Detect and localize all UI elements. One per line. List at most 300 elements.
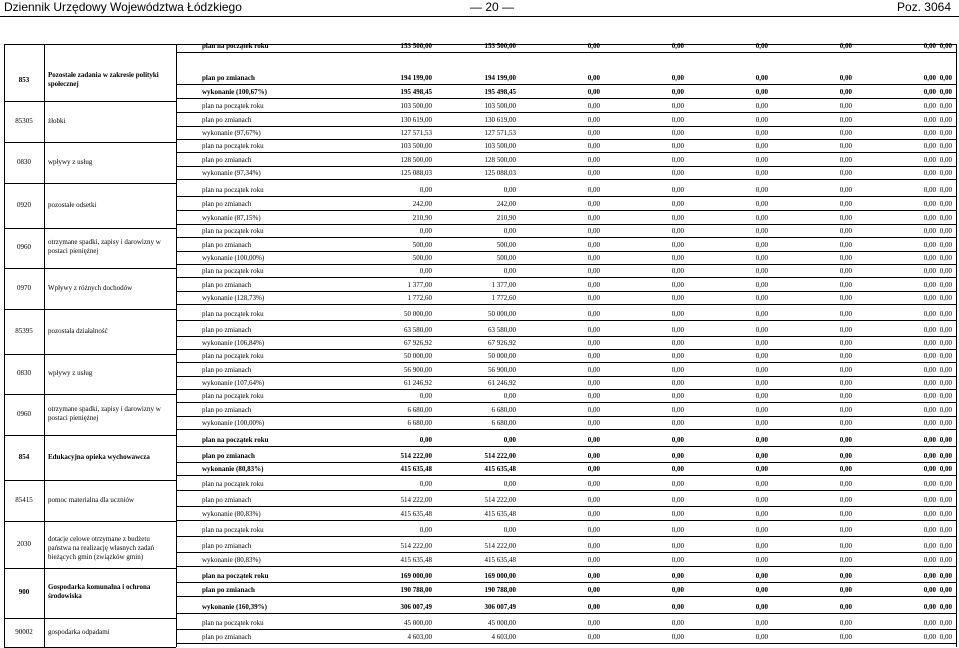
row-divider bbox=[176, 112, 956, 113]
section-name: otrzymane spadki, zapisy i darowizny w postaci pieniężnej bbox=[48, 404, 161, 422]
row-value: 6 680,00 bbox=[407, 406, 432, 414]
row-value: 514 222,00 bbox=[400, 496, 432, 504]
row-value: 190 788,00 bbox=[400, 586, 432, 594]
row-value: 0,00 bbox=[755, 465, 768, 473]
row-value: 0,00 bbox=[939, 74, 952, 82]
row-value: 0,00 bbox=[671, 510, 684, 518]
row-value: 0,00 bbox=[671, 572, 684, 580]
section-code: 900 bbox=[18, 588, 30, 596]
row-value: 0,00 bbox=[671, 465, 684, 473]
row-value: 0,00 bbox=[587, 406, 600, 414]
row-value: 242,00 bbox=[496, 200, 516, 208]
row-value: 0,00 bbox=[419, 392, 432, 400]
code-column-divider bbox=[44, 44, 45, 647]
row-value: 0,00 bbox=[755, 42, 768, 50]
row-value: 0,00 bbox=[839, 480, 852, 488]
row-value: 0,00 bbox=[923, 102, 936, 110]
row-value: 0,00 bbox=[839, 116, 852, 124]
row-value: 0,00 bbox=[755, 129, 768, 137]
row-label: plan po zmianach bbox=[202, 156, 252, 164]
row-value: 0,00 bbox=[755, 339, 768, 347]
row-value: 0,00 bbox=[755, 294, 768, 302]
row-value: 0,00 bbox=[923, 326, 936, 334]
row-value: 127 571,53 bbox=[484, 129, 516, 137]
row-value: 0,00 bbox=[587, 294, 600, 302]
row-value: 0,00 bbox=[671, 339, 684, 347]
row-divider bbox=[176, 613, 956, 614]
section-name: dotacje celowe otrzymane z budżetu państwa na realizację własnych zadań bieżących gmin (związków gmin) bbox=[48, 534, 155, 561]
row-value: 0,00 bbox=[755, 326, 768, 334]
row-value: 0,00 bbox=[503, 526, 516, 534]
row-value: 0,00 bbox=[839, 42, 852, 50]
row-divider bbox=[176, 490, 956, 491]
row-value: 0,00 bbox=[587, 496, 600, 504]
row-label: plan po zmianach bbox=[202, 366, 252, 374]
row-value: 0,00 bbox=[503, 392, 516, 400]
row-value: 0,00 bbox=[671, 142, 684, 150]
row-value: 0,00 bbox=[923, 186, 936, 194]
row-value: 0,00 bbox=[755, 281, 768, 289]
row-value: 0,00 bbox=[755, 227, 768, 235]
row-value: 415 635,48 bbox=[400, 556, 432, 564]
row-value: 0,00 bbox=[939, 572, 952, 580]
row-value: 0,00 bbox=[587, 254, 600, 262]
row-value: 0,00 bbox=[939, 510, 952, 518]
row-value: 1 772,60 bbox=[491, 294, 516, 302]
row-value: 0,00 bbox=[839, 465, 852, 473]
row-value: 0,00 bbox=[587, 619, 600, 627]
row-value: 0,00 bbox=[939, 281, 952, 289]
row-value: 0,00 bbox=[939, 586, 952, 594]
row-label: plan po zmianach bbox=[202, 200, 252, 208]
row-value: 0,00 bbox=[839, 556, 852, 564]
row-value: 0,00 bbox=[671, 241, 684, 249]
row-value: 0,00 bbox=[671, 379, 684, 387]
row-value: 0,00 bbox=[939, 480, 952, 488]
row-value: 0,00 bbox=[419, 526, 432, 534]
row-value: 0,00 bbox=[839, 214, 852, 222]
row-value: 0,00 bbox=[839, 379, 852, 387]
row-label: wykonanie (128,73%) bbox=[202, 294, 265, 302]
row-value: 0,00 bbox=[839, 129, 852, 137]
row-value: 0,00 bbox=[939, 254, 952, 262]
row-divider bbox=[176, 304, 956, 305]
row-divider bbox=[176, 446, 956, 447]
position-number: Poz. 3064 bbox=[896, 0, 951, 14]
row-value: 0,00 bbox=[839, 294, 852, 302]
row-value: 306 007,49 bbox=[400, 603, 432, 611]
row-value: 0,00 bbox=[939, 392, 952, 400]
row-value: 0,00 bbox=[923, 227, 936, 235]
row-value: 128 500,00 bbox=[400, 156, 432, 164]
row-value: 0,00 bbox=[587, 586, 600, 594]
name-column-divider bbox=[176, 44, 177, 647]
section-divider bbox=[4, 568, 176, 569]
row-value: 0,00 bbox=[755, 392, 768, 400]
row-value: 0,00 bbox=[923, 406, 936, 414]
row-value: 0,00 bbox=[419, 227, 432, 235]
row-value: 514 222,00 bbox=[484, 452, 516, 460]
section-name: wpływy z usług bbox=[48, 157, 93, 166]
row-divider bbox=[176, 416, 956, 417]
row-value: 6 680,00 bbox=[491, 406, 516, 414]
row-value: 0,00 bbox=[839, 526, 852, 534]
row-value: 0,00 bbox=[755, 156, 768, 164]
row-value: 0,00 bbox=[839, 102, 852, 110]
row-value: 0,00 bbox=[755, 379, 768, 387]
row-value: 0,00 bbox=[671, 116, 684, 124]
section-name: Pozostałe zadania w zakresie polityki społecznej bbox=[48, 70, 159, 88]
row-divider bbox=[176, 52, 956, 53]
row-value: 190 788,00 bbox=[484, 586, 516, 594]
section-divider bbox=[4, 309, 176, 310]
row-value: 0,00 bbox=[419, 480, 432, 488]
row-value: 0,00 bbox=[755, 186, 768, 194]
row-value: 0,00 bbox=[839, 200, 852, 208]
row-value: 0,00 bbox=[671, 436, 684, 444]
row-value: 0,00 bbox=[839, 254, 852, 262]
section-name: gospodarka odpadami bbox=[48, 627, 110, 636]
row-value: 0,00 bbox=[671, 102, 684, 110]
row-value: 0,00 bbox=[839, 88, 852, 96]
row-value: 0,00 bbox=[839, 352, 852, 360]
row-label: plan po zmianach bbox=[202, 496, 252, 504]
row-value: 0,00 bbox=[755, 88, 768, 96]
row-label: plan na początek roku bbox=[202, 42, 269, 50]
row-value: 0,00 bbox=[671, 366, 684, 374]
row-value: 0,00 bbox=[923, 294, 936, 302]
row-value: 0,00 bbox=[755, 169, 768, 177]
row-value: 0,00 bbox=[671, 281, 684, 289]
row-value: 415 635,48 bbox=[484, 556, 516, 564]
row-label: plan na początek roku bbox=[202, 392, 264, 400]
row-value: 0,00 bbox=[939, 227, 952, 235]
section-divider bbox=[4, 480, 176, 481]
row-value: 0,00 bbox=[587, 241, 600, 249]
row-value: 0,00 bbox=[839, 366, 852, 374]
row-label: wykonanie (106,84%) bbox=[202, 339, 265, 347]
row-value: 0,00 bbox=[939, 129, 952, 137]
row-value: 0,00 bbox=[671, 169, 684, 177]
row-divider bbox=[176, 179, 956, 180]
section-code: 0960 bbox=[17, 243, 31, 251]
row-value: 0,00 bbox=[939, 556, 952, 564]
row-value: 0,00 bbox=[755, 366, 768, 374]
row-value: 0,00 bbox=[939, 379, 952, 387]
section-code: 2030 bbox=[17, 539, 31, 548]
row-value: 0,00 bbox=[939, 214, 952, 222]
row-value: 1 377,00 bbox=[491, 281, 516, 289]
row-value: 4 603,00 bbox=[491, 633, 516, 641]
row-label: plan po zmianach bbox=[202, 633, 252, 641]
row-value: 6 680,00 bbox=[491, 419, 516, 427]
row-value: 128 500,00 bbox=[484, 156, 516, 164]
row-value: 0,00 bbox=[923, 542, 936, 550]
row-value: 0,00 bbox=[923, 352, 936, 360]
row-value: 0,00 bbox=[587, 200, 600, 208]
row-value: 0,00 bbox=[671, 74, 684, 82]
row-value: 0,00 bbox=[587, 510, 600, 518]
section-divider bbox=[4, 228, 176, 229]
row-label: wykonanie (107,64%) bbox=[202, 379, 265, 387]
row-value: 0,00 bbox=[923, 129, 936, 137]
row-divider bbox=[176, 210, 956, 211]
row-value: 169 000,00 bbox=[400, 572, 432, 580]
row-value: 0,00 bbox=[839, 74, 852, 82]
row-value: 0,00 bbox=[923, 452, 936, 460]
row-value: 0,00 bbox=[939, 406, 952, 414]
row-value: 0,00 bbox=[923, 74, 936, 82]
row-value: 0,00 bbox=[587, 419, 600, 427]
section-name: wpływy z usług bbox=[48, 369, 93, 377]
row-label: plan na początek roku bbox=[202, 186, 264, 194]
row-value: 0,00 bbox=[671, 480, 684, 488]
row-value: 0,00 bbox=[839, 510, 852, 518]
section-divider bbox=[4, 142, 176, 143]
row-value: 0,00 bbox=[587, 542, 600, 550]
row-value: 0,00 bbox=[839, 452, 852, 460]
row-label: plan na początek roku bbox=[202, 526, 264, 534]
row-value: 0,00 bbox=[939, 156, 952, 164]
row-divider bbox=[176, 349, 956, 350]
row-value: 0,00 bbox=[839, 542, 852, 550]
row-value: 56 900,00 bbox=[404, 366, 432, 374]
row-value: 0,00 bbox=[671, 392, 684, 400]
row-value: 0,00 bbox=[923, 88, 936, 96]
row-value: 0,00 bbox=[939, 366, 952, 374]
row-value: 0,00 bbox=[923, 379, 936, 387]
row-value: 0,00 bbox=[587, 556, 600, 564]
row-value: 0,00 bbox=[839, 156, 852, 164]
row-value: 0,00 bbox=[939, 352, 952, 360]
row-value: 0,00 bbox=[587, 102, 600, 110]
row-value: 0,00 bbox=[755, 74, 768, 82]
row-value: 0,00 bbox=[503, 436, 516, 444]
row-value: 0,00 bbox=[923, 392, 936, 400]
row-value: 0,00 bbox=[755, 254, 768, 262]
row-value: 0,00 bbox=[923, 496, 936, 504]
row-value: 0,00 bbox=[755, 241, 768, 249]
row-label: plan na początek roku bbox=[202, 310, 264, 318]
row-divider bbox=[176, 251, 956, 252]
row-value: 61 246,92 bbox=[488, 379, 516, 387]
page-number: — 20 — bbox=[470, 0, 515, 14]
row-value: 0,00 bbox=[839, 619, 852, 627]
row-label: plan na początek roku bbox=[202, 142, 264, 150]
row-value: 50 000,00 bbox=[488, 352, 516, 360]
row-divider bbox=[176, 566, 956, 567]
row-value: 0,00 bbox=[671, 556, 684, 564]
row-value: 0,00 bbox=[671, 603, 684, 611]
row-value: 0,00 bbox=[923, 586, 936, 594]
row-value: 0,00 bbox=[587, 480, 600, 488]
row-label: plan po zmianach bbox=[202, 452, 255, 460]
row-value: 0,00 bbox=[923, 42, 936, 50]
row-label: plan na początek roku bbox=[202, 267, 264, 275]
row-value: 0,00 bbox=[839, 281, 852, 289]
row-value: 0,00 bbox=[671, 419, 684, 427]
section-name: Gospodarka komunalna i ochrona środowiska bbox=[48, 583, 151, 600]
row-value: 0,00 bbox=[671, 452, 684, 460]
section-divider bbox=[4, 435, 176, 436]
row-value: 0,00 bbox=[587, 366, 600, 374]
row-divider bbox=[176, 376, 956, 377]
row-value: 0,00 bbox=[587, 465, 600, 473]
section-code: 85305 bbox=[15, 116, 33, 125]
row-value: 56 900,00 bbox=[488, 366, 516, 374]
section-name: pomoc materialna dla uczniów bbox=[48, 495, 135, 504]
row-value: 0,00 bbox=[923, 142, 936, 150]
row-label: plan na początek roku bbox=[202, 352, 264, 360]
row-value: 500,00 bbox=[496, 254, 516, 262]
row-value: 0,00 bbox=[587, 74, 600, 82]
row-value: 45 000,00 bbox=[488, 619, 516, 627]
row-value: 0,00 bbox=[939, 241, 952, 249]
section-name: Wpływy z różnych dochodów bbox=[48, 283, 133, 292]
row-value: 61 246,92 bbox=[404, 379, 432, 387]
section-code: 85415 bbox=[15, 495, 33, 504]
row-divider bbox=[176, 139, 956, 140]
row-value: 0,00 bbox=[939, 326, 952, 334]
row-label: plan na początek roku bbox=[202, 102, 264, 110]
row-divider bbox=[176, 402, 956, 403]
row-value: 0,00 bbox=[419, 186, 432, 194]
row-value: 500,00 bbox=[412, 254, 432, 262]
row-value: 0,00 bbox=[755, 452, 768, 460]
row-value: 0,00 bbox=[939, 436, 952, 444]
row-label: plan po zmianach bbox=[202, 74, 255, 82]
row-value: 0,00 bbox=[939, 526, 952, 534]
row-value: 500,00 bbox=[412, 241, 432, 249]
row-value: 0,00 bbox=[587, 572, 600, 580]
row-value: 0,00 bbox=[587, 633, 600, 641]
section-divider bbox=[4, 101, 176, 102]
row-divider bbox=[176, 520, 956, 521]
row-label: wykonanie (87,15%) bbox=[202, 214, 261, 222]
row-label: plan po zmianach bbox=[202, 116, 252, 124]
row-value: 153 500,00 bbox=[484, 42, 516, 50]
row-value: 0,00 bbox=[755, 619, 768, 627]
row-value: 50 000,00 bbox=[404, 352, 432, 360]
row-value: 0,00 bbox=[839, 326, 852, 334]
section-code: 0970 bbox=[17, 283, 31, 292]
section-divider bbox=[4, 618, 176, 619]
row-value: 0,00 bbox=[671, 586, 684, 594]
section-divider bbox=[4, 183, 176, 184]
row-value: 0,00 bbox=[939, 102, 952, 110]
row-label: plan po zmianach bbox=[202, 281, 252, 289]
row-label: wykonanie (100,67%) bbox=[202, 88, 267, 96]
row-label: wykonanie (80,83%) bbox=[202, 465, 264, 473]
row-value: 0,00 bbox=[587, 392, 600, 400]
row-value: 0,00 bbox=[587, 142, 600, 150]
row-value: 0,00 bbox=[671, 156, 684, 164]
row-value: 0,00 bbox=[419, 436, 432, 444]
row-value: 0,00 bbox=[587, 436, 600, 444]
row-value: 0,00 bbox=[671, 352, 684, 360]
row-value: 0,00 bbox=[755, 200, 768, 208]
row-value: 0,00 bbox=[923, 200, 936, 208]
row-label: wykonanie (100,00%) bbox=[202, 419, 265, 427]
row-value: 0,00 bbox=[923, 510, 936, 518]
row-value: 0,00 bbox=[587, 603, 600, 611]
row-value: 0,00 bbox=[839, 339, 852, 347]
row-divider bbox=[176, 629, 956, 630]
row-value: 0,00 bbox=[671, 310, 684, 318]
row-value: 0,00 bbox=[923, 116, 936, 124]
row-value: 63 580,00 bbox=[404, 326, 432, 334]
row-value: 0,00 bbox=[587, 169, 600, 177]
row-value: 0,00 bbox=[923, 214, 936, 222]
section-divider bbox=[4, 521, 176, 522]
row-value: 1 377,00 bbox=[407, 281, 432, 289]
row-value: 0,00 bbox=[671, 88, 684, 96]
row-value: 0,00 bbox=[587, 116, 600, 124]
row-value: 0,00 bbox=[587, 42, 600, 50]
row-value: 0,00 bbox=[755, 310, 768, 318]
row-value: 0,00 bbox=[755, 352, 768, 360]
row-value: 125 088,03 bbox=[400, 169, 432, 177]
row-value: 415 635,48 bbox=[400, 465, 432, 473]
row-value: 0,00 bbox=[755, 633, 768, 641]
row-label: plan po zmianach bbox=[202, 241, 252, 249]
section-code: 85395 bbox=[15, 326, 33, 335]
row-value: 210,90 bbox=[496, 214, 516, 222]
row-value: 415 635,48 bbox=[484, 510, 516, 518]
row-value: 0,00 bbox=[923, 633, 936, 641]
row-value: 500,00 bbox=[496, 241, 516, 249]
row-value: 0,00 bbox=[671, 406, 684, 414]
row-value: 0,00 bbox=[939, 186, 952, 194]
row-value: 210,90 bbox=[412, 214, 432, 222]
row-value: 0,00 bbox=[939, 465, 952, 473]
row-value: 0,00 bbox=[839, 586, 852, 594]
row-value: 514 222,00 bbox=[400, 452, 432, 460]
row-value: 0,00 bbox=[839, 572, 852, 580]
row-divider bbox=[176, 277, 956, 278]
row-value: 4 603,00 bbox=[407, 633, 432, 641]
row-value: 0,00 bbox=[923, 526, 936, 534]
row-value: 415 635,48 bbox=[400, 510, 432, 518]
section-name: otrzymane spadki, zapisy i darowizny w postaci pieniężnej bbox=[48, 238, 161, 255]
section-name: pozostała działalność bbox=[48, 326, 108, 335]
section-divider bbox=[4, 394, 176, 395]
row-value: 0,00 bbox=[755, 572, 768, 580]
section-code: 0830 bbox=[17, 369, 31, 377]
row-label: wykonanie (80,83%) bbox=[202, 556, 261, 564]
row-value: 0,00 bbox=[503, 480, 516, 488]
row-value: 0,00 bbox=[923, 241, 936, 249]
row-value: 0,00 bbox=[755, 436, 768, 444]
row-label: wykonanie (100,00%) bbox=[202, 254, 265, 262]
row-value: 0,00 bbox=[587, 452, 600, 460]
row-value: 0,00 bbox=[755, 116, 768, 124]
row-label: plan na początek roku bbox=[202, 436, 269, 444]
row-label: wykonanie (160,39%) bbox=[202, 603, 267, 611]
row-value: 103 500,00 bbox=[484, 102, 516, 110]
row-value: 130 619,00 bbox=[400, 116, 432, 124]
row-divider bbox=[176, 264, 956, 265]
row-value: 0,00 bbox=[671, 633, 684, 641]
row-value: 194 199,00 bbox=[400, 74, 432, 82]
row-value: 0,00 bbox=[923, 310, 936, 318]
row-value: 0,00 bbox=[587, 326, 600, 334]
row-value: 0,00 bbox=[755, 419, 768, 427]
row-value: 130 619,00 bbox=[484, 116, 516, 124]
row-value: 0,00 bbox=[939, 200, 952, 208]
row-value: 0,00 bbox=[923, 267, 936, 275]
row-value: 0,00 bbox=[671, 526, 684, 534]
